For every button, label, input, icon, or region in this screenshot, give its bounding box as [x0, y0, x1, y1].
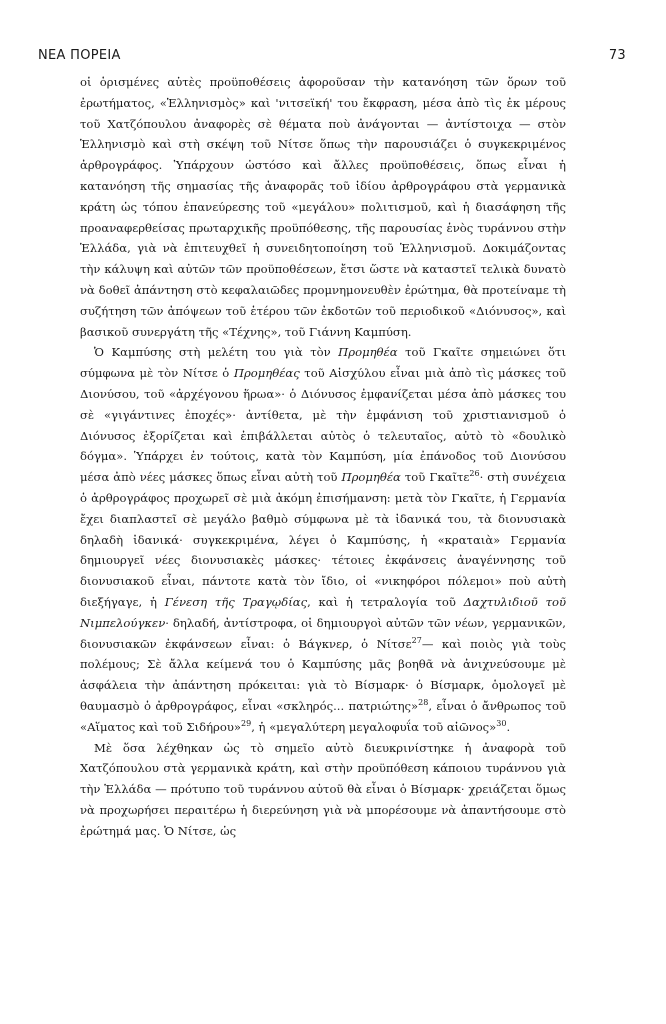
journal-title: ΝΕΑ ΠΟΡΕΙΑ	[38, 48, 121, 63]
article-body	[80, 72, 566, 841]
paragraph-2	[80, 342, 566, 737]
work-title: Δαχτυλιδιοῦ τοῦ Νιμπελούγκεν	[80, 594, 567, 630]
text-run: , ἡ «μεγαλύτερη μεγαλοφυΐα τοῦ αἰῶνος»	[251, 719, 497, 734]
work-title: Προμηθέας	[233, 366, 300, 381]
work-title: Γένεση τῆς Τραγῳδίας	[164, 594, 308, 609]
work-title: Προμηθέα	[341, 470, 401, 485]
footnote-ref: 27	[411, 635, 422, 645]
running-header	[38, 48, 626, 63]
text-run: τοῦ Γκαῖτε σημειώνει ὅτι σύμφωνα μὲ τὸν Νίτσε ὁ	[80, 345, 566, 381]
work-title: Προμηθέα	[338, 345, 398, 360]
footnote-ref: 29	[241, 718, 252, 728]
footnote-ref: 28	[418, 698, 429, 708]
text-run: τοῦ Αἰσχύλου εἶναι μιὰ ἀπὸ τὶς μάσκες τοῦ Διονύσου, τοῦ «ἀρχέγονου ἥρωα»· ὁ Διόνυσος ἐμφανίζεται μέσα ἀπὸ μάσκες του σὲ «γιγάντινες ἐποχές»· ἀντίθετα, μὲ τὴν ἐμφάνιση τοῦ χριστιανισμοῦ ὁ Διόνυσος ἐξορίζεται καὶ ἐπιβάλλεται αὐτὸς ὁ τελευταῖος, αὐτὸ τὸ «δουλικὸ δόγμα». Ὑπάρχει ἐν τούτοις, κατὰ τὸν Καμπύση, μία ἐπάνοδος τοῦ Διονύσου μέσα ἀπὸ νέες μάσκες ὅπως εἶναι αὐτὴ τοῦ	[80, 366, 566, 485]
footnote-ref: 26	[469, 469, 480, 479]
text-run: · στὴ συνέχεια ὁ ἀρθρογράφος προχωρεῖ σὲ μιὰ ἀκόμη ἐπισήμανση: μετὰ τὸν Γκαῖτε, ἡ Γερμανία ἔχει διαπλαστεῖ σὲ μεγάλο βαθμὸ σύμφωνα μὲ τὰ ἰδανικά του, τὰ διονυσιακὰ δηλαδὴ ἰδανικά· συγκεκριμένα, λέγει ὁ Καμπύσης, ἡ «κραταιὰ» Γερμανία δημιουργεῖ νέες διονυσιακὲς μάσκες· τέτοιες ἐκφάνσεις ἀναγέννησης τοῦ διονυσιακοῦ εἶναι, πάντοτε κατὰ τὸν ἴδιο, οἱ «νικηφόροι πόλεμοι» ποὺ αὐτὴ διεξήγαγε, ἡ	[80, 470, 566, 609]
text-run: , καὶ ἡ τετραλογία τοῦ	[307, 594, 464, 609]
paragraph-3	[80, 738, 566, 842]
paragraph-1	[80, 72, 566, 342]
text-run: Ὁ Καμπύσης στὴ μελέτη του γιὰ τὸν	[94, 345, 339, 360]
text-run: — καὶ ποιὸς γιὰ τοὺς πολέμους; Σὲ ἄλλα κείμενά του ὁ Καμπύσης μᾶς βοηθᾶ νὰ ἀνιχνεύσουμε μὲ ἀσφάλεια τὴν ἀπάντηση πρόκειται: γιὰ τὸ Βίσμαρκ· ὁ Βίσμαρκ, ὁμολογεῖ μὲ θαυμασμὸ ὁ ἀρθρογράφος, εἶναι «σκληρός... πατριώτης»	[80, 636, 566, 713]
paragraph-3-text: Μὲ ὅσα λέχθηκαν ὡς τὸ σημεῖο αὐτὸ διευκρινίστηκε ἡ ἀναφορὰ τοῦ Χατζόπουλου στὰ γερμανικὰ κράτη, καὶ στὴν προϋπόθεση κάποιου τυράννου γιὰ τὴν Ἑλλάδα — πρότυπο τοῦ τυράννου αὐτοῦ θὰ εἶναι ὁ Βίσμαρκ· χρειάζεται ὅμως νὰ προχωρήσει περαιτέρω ἡ διερεύνηση γιὰ νὰ μπορέσουμε νὰ ἀπαντήσουμε στὸ ἐρώτημά μας. Ὁ Νίτσε, ὡς	[80, 740, 566, 838]
page-number: 73	[608, 48, 626, 63]
text-run: · δηλαδή, ἀντίστροφα, οἱ δημιουργοὶ αὐτῶν τῶν νέων, γερμανικῶν, διονυσιακῶν ἐκφάνσεων εἶναι: ὁ Βάγκνερ, ὁ Νίτσε	[80, 615, 566, 651]
text-run: .	[506, 719, 511, 734]
paragraph-1-text: οἱ ὁρισμένες αὐτὲς προϋποθέσεις ἀφοροῦσαν τὴν κατανόηση τῶν ὅρων τοῦ ἐρωτήματος, «Ἑλληνισμὸς» καὶ 'νιτσεϊκή' του ἔκφραση, μέσα ἀπὸ τὶς ἐκ μέρους τοῦ Χατζόπουλου ἀναφορὲς σὲ θέματα ποὺ ἀνάγονται — ἀντίστοιχα — στὸν Ἑλληνισμὸ καὶ στὴ σκέψη τοῦ Νίτσε ὅπως τὴν παρουσιάζει ὁ συγκεκριμένος ἀρθρογράφος. Ὑπάρχουν ὡστόσο καὶ ἄλλες προϋποθέσεις, ὅπως εἶναι ἡ κατανόηση τῆς σημασίας τῆς ἀναφορᾶς τοῦ ἰδίου ἀρθρογράφου στὰ γερμανικὰ κράτη ὡς τόπου ἐπανεύρεσης τοῦ «μεγάλου» πολιτισμοῦ, καὶ ἡ διασάφηση τῆς προαναφερθείσας πρωταρχικῆς προϋπόθεσης, τῆς παρουσίας ἑνὸς τυράννου στὴν Ἑλλάδα, γιὰ νὰ ἐπιτευχθεῖ ἡ συνειδητοποίηση τοῦ Ἑλληνισμοῦ. Δοκιμάζοντας τὴν κάλυψη καὶ αὐτῶν τῶν προϋποθέσεων, ἔτσι ὥστε νὰ καταστεῖ τελικὰ δυνατὸ νὰ δοθεῖ ἀπάντηση στὸ κεφαλαιῶδες προμνημονευθὲν ἐρώτημα, θὰ προτείναμε τὴ συζήτηση τῶν ἀπόψεων τοῦ ἑτέρου τῶν ἐκδοτῶν τοῦ περιοδικοῦ «Διόνυσος», καὶ βασικοῦ συνεργάτη τῆς «Τέχνης», τοῦ Γιάννη Καμπύση.	[80, 75, 566, 339]
footnote-ref: 30	[496, 718, 507, 728]
text-run: , εἶναι ὁ ἄνθρωπος τοῦ «Αἵματος καὶ τοῦ Σιδήρου»	[80, 698, 566, 734]
text-run: τοῦ Γκαῖτε	[400, 470, 470, 485]
